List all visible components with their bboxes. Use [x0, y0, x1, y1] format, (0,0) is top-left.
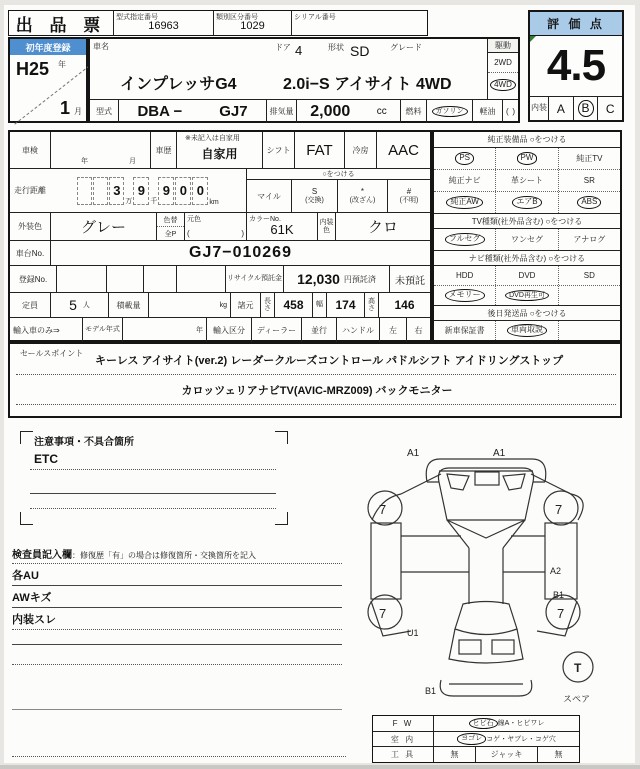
- history-note: ※未記入は自家用: [185, 135, 240, 142]
- s-note: (交換): [305, 196, 324, 204]
- front-window-center: [475, 472, 499, 485]
- rear-bumper-outline: [440, 680, 532, 696]
- ship-warranty: 新車保証書: [444, 326, 485, 335]
- drive-label: 駆動: [488, 39, 518, 53]
- grade-c: C: [597, 97, 622, 120]
- sales-point-label: セールスポイント: [20, 349, 84, 358]
- original-color-open: (: [187, 229, 190, 238]
- top-header-strip: [8, 10, 428, 36]
- wheel-grade: 7: [379, 606, 387, 621]
- room-dirt-circled: ヨゴレ: [457, 733, 486, 744]
- shift-label: シフト: [262, 132, 294, 168]
- history-value: 自家用: [201, 147, 238, 161]
- tool-label: 工 具: [390, 750, 416, 760]
- navi-memory-circled: メモリー: [445, 289, 485, 301]
- fw-options: 線A・ヒビワレ: [497, 720, 545, 728]
- first-registration-box: [8, 37, 88, 123]
- inspector-rule: [12, 585, 342, 586]
- not-deposited-label: 未預託: [389, 266, 430, 292]
- notes-title: 注意事項・不具合箇所: [34, 437, 134, 448]
- model-designation-label: 型式指定番号: [116, 14, 158, 21]
- interior-grade-label: 内装: [531, 103, 547, 113]
- exterior-value: グレー: [50, 213, 156, 240]
- damage-code-a2: A2: [550, 566, 562, 576]
- bracket-corner: [275, 512, 288, 525]
- wheel-grade: 7: [379, 502, 387, 517]
- mileage-digit: 9: [158, 177, 174, 205]
- class-division-label: 類別区分番号: [216, 14, 258, 21]
- tv-analog: アナログ: [558, 229, 620, 250]
- navi-dvd: DVD: [495, 266, 557, 285]
- height-value: 146: [378, 293, 430, 317]
- s-option: S: [311, 187, 318, 197]
- import-year-unit: 年: [122, 318, 206, 342]
- roof-side-lines: [469, 548, 503, 604]
- form-title: 出 品 票: [15, 15, 107, 35]
- tv-fullseg-circled: フルセグ: [445, 233, 485, 245]
- equip-pw-circled: PW: [517, 152, 538, 164]
- navi-sd: SD: [558, 266, 620, 285]
- vehicle-grade-value: 2.0i−S アイサイト 4WD: [283, 76, 452, 93]
- inspection-year-unit: 年: [81, 158, 88, 165]
- class-division-value: 1029: [240, 20, 265, 32]
- scan-edge: [0, 765, 640, 769]
- bracket-corner: [275, 431, 288, 444]
- body-front-lines: [447, 520, 525, 548]
- load-unit: kg: [148, 293, 230, 317]
- room-label: 室 内: [390, 734, 416, 744]
- history-label: 車歴: [150, 132, 176, 168]
- inspector-rule: [12, 607, 342, 608]
- equip-airbag-circled: エアB: [512, 196, 541, 208]
- spec-label: 諸元: [230, 293, 260, 317]
- spare-label: スペア: [563, 694, 591, 704]
- hash-option: #: [406, 187, 412, 197]
- wheel-grade: 7: [555, 502, 563, 517]
- ship-empty-cell: [558, 321, 620, 340]
- first-reg-year-unit: 年: [58, 60, 66, 69]
- notes-line1: ETC: [34, 452, 58, 466]
- inspection-month-unit: 月: [129, 158, 136, 165]
- dealer-option: ディーラー: [251, 318, 301, 342]
- vehicle-name-value: インプレッサG4: [120, 76, 237, 93]
- displacement-value: 2,000: [310, 102, 351, 120]
- chassis-value: GJ7−010269: [50, 241, 430, 265]
- asterisk-note: (改ざん): [349, 196, 376, 204]
- score-panel: [528, 10, 624, 122]
- km-unit: km: [209, 199, 219, 206]
- inspector-rule: [12, 563, 342, 564]
- shape-value: SD: [350, 43, 370, 59]
- inspection-row: [10, 132, 430, 168]
- fuel-other-open: (: [506, 107, 509, 116]
- first-reg-month: 1: [59, 98, 70, 118]
- original-color-close: ): [241, 229, 244, 238]
- equipment-panel: [432, 130, 622, 342]
- import-row: [10, 317, 430, 342]
- displacement-unit: cc: [376, 106, 387, 117]
- inspector-rule: [12, 644, 342, 645]
- navi-empty-cell: [558, 286, 620, 305]
- all-paint-label: 全P: [164, 230, 177, 238]
- front-bumper-detail: [427, 471, 545, 482]
- main-table: [8, 130, 432, 342]
- grade-b-selected: B: [578, 100, 594, 118]
- damage-code-u1: U1: [407, 628, 419, 638]
- equipment-header-1: 純正装備品 ○をつける: [487, 135, 567, 144]
- fw-label: F W: [392, 718, 414, 728]
- capacity-unit: 人: [82, 302, 90, 309]
- cabin-outline: [438, 468, 533, 520]
- original-color-label: 元色: [187, 216, 201, 223]
- width-value: 174: [326, 293, 364, 317]
- inspector-title: 検査員記入欄: [12, 550, 72, 561]
- navi-dvd-play-circled: DVD再生可: [505, 290, 549, 301]
- import-class-label: 輸入区分: [206, 318, 251, 342]
- fw-dirt-circled: ヒビ石: [469, 718, 498, 729]
- model-value: GJ7: [219, 103, 248, 120]
- interior-color-value: クロ: [335, 213, 430, 240]
- asterisk-option: *: [360, 187, 365, 197]
- sales-point-line1: キーレス アイサイト(ver.2) レーダークルーズコントロール パドルシフト アイドリングストップ: [95, 355, 564, 367]
- displacement-label: 排気量: [266, 100, 296, 123]
- model-prefix: DBA −: [137, 103, 183, 120]
- tv-oneseg: ワンセグ: [495, 229, 557, 250]
- drive-column: [487, 39, 518, 99]
- registration-cell: [143, 266, 176, 292]
- bracket-corner: [20, 431, 33, 444]
- equip-leather-seat: 革シート: [495, 170, 557, 191]
- taillight-left: [459, 640, 481, 654]
- first-reg-year: H25: [16, 59, 50, 79]
- left-door-strip: [371, 523, 401, 599]
- fuel-diesel: 軽油: [472, 100, 502, 123]
- model-designation-value: 16963: [148, 20, 179, 32]
- hash-note: (不明): [399, 196, 419, 204]
- door-label: ドア: [275, 43, 291, 52]
- chassis-row: [10, 240, 430, 265]
- equipment-header-4: 後日発送品 ○をつける: [434, 305, 620, 320]
- spare-mark: T: [574, 661, 582, 675]
- score-value: 4.5: [546, 41, 606, 90]
- equip-sunroof: SR: [558, 170, 620, 191]
- inspector-rule: [12, 664, 342, 665]
- sales-point-rule: [16, 404, 616, 405]
- height-label: 高さ: [364, 293, 378, 317]
- ac-value: AAC: [376, 132, 430, 168]
- equip-genuine-navi: 純正ナビ: [448, 176, 481, 185]
- tool-none-2: 無: [537, 747, 579, 762]
- mileage-digit: 0: [192, 177, 208, 205]
- notes-rule: [30, 493, 276, 494]
- inspector-box: [12, 546, 346, 756]
- circle-note: ○をつける: [247, 169, 430, 180]
- mileage-digit: [77, 177, 92, 205]
- first-reg-month-unit: 月: [74, 107, 82, 116]
- load-label: 積載量: [108, 293, 148, 317]
- handle-right: 右: [406, 318, 430, 342]
- mileage-digit: 3: [109, 177, 124, 205]
- recycle-label: リサイクル預託金: [225, 266, 283, 292]
- inspector-entry: 各AU: [12, 570, 39, 582]
- grade-a: A: [548, 97, 573, 120]
- ship-manual-circled: 車両取説: [507, 324, 547, 336]
- inspector-rule: [12, 709, 342, 710]
- notes-box: [20, 431, 288, 525]
- recycle-value: 12,030: [297, 271, 340, 287]
- vehicle-box: [88, 37, 520, 123]
- vehicle-name-label: 車名: [93, 42, 109, 51]
- registration-cell: [176, 266, 225, 292]
- drive-2wd: 2WD: [488, 53, 518, 73]
- equip-aw-circled: 純正AW: [446, 196, 483, 208]
- navi-hdd: HDD: [455, 271, 474, 280]
- rear-fender-lines: [371, 601, 577, 636]
- mile-option: マイル: [257, 191, 281, 201]
- front-window-right: [503, 474, 525, 490]
- registration-cell: [106, 266, 143, 292]
- notes-rule: [30, 508, 276, 509]
- model-label: 型式: [96, 107, 112, 116]
- exterior-label: 外装色: [18, 222, 42, 231]
- registration-row: [10, 265, 430, 292]
- capacity-row: [10, 292, 430, 317]
- front-window-left: [447, 474, 469, 490]
- parallel-option: 並行: [301, 318, 336, 342]
- inspector-entry: 内装スレ: [12, 614, 56, 626]
- fuel-gasoline-selected: ガソリン: [432, 106, 468, 117]
- inspector-rule: [12, 629, 342, 630]
- handle-left: 左: [379, 318, 406, 342]
- score-header: 評 価 点: [530, 12, 622, 36]
- shape-label: 形状: [328, 43, 344, 52]
- mileage-label: 走行距離: [14, 186, 46, 195]
- length-value: 458: [274, 293, 312, 317]
- sales-point-rule: [16, 374, 616, 375]
- capacity-label: 定員: [22, 300, 38, 310]
- first-registration-header: 初年度登録: [10, 39, 86, 55]
- mileage-digit: 0: [175, 177, 191, 205]
- glass-tool-table: [372, 715, 580, 763]
- notes-rule: [30, 469, 276, 470]
- car-damage-diagram: [345, 424, 635, 716]
- taillight-right: [492, 640, 514, 654]
- registration-cell: [56, 266, 106, 292]
- door-value: 4: [295, 43, 303, 58]
- import-label: 輸入車のみ⇒: [13, 325, 60, 335]
- inspection-label: 車検: [22, 145, 38, 155]
- damage-code-a1-left: A1: [407, 448, 420, 459]
- damage-code-a1-right: A1: [493, 448, 506, 459]
- mileage-row: [10, 168, 430, 212]
- inspector-entry: AWキズ: [12, 592, 52, 604]
- ac-label: 冷房: [344, 132, 376, 168]
- equip-genuine-tv: 純正TV: [558, 148, 620, 169]
- man-unit: 万: [125, 198, 133, 205]
- bracket-corner: [20, 512, 33, 525]
- equipment-header-3: ナビ種類(社外品含む) ○をつける: [434, 250, 620, 265]
- corner-marker: [530, 36, 536, 42]
- right-door-strip: [545, 523, 577, 599]
- serial-label: シリアル番号: [294, 14, 336, 21]
- tool-jack: ジャッキ: [475, 747, 537, 762]
- exterior-row: [10, 212, 430, 240]
- length-label: 長さ: [260, 293, 274, 317]
- sales-point-box: [8, 342, 622, 418]
- damage-code-b1-bottom: B1: [425, 686, 437, 696]
- registration-label: 登録No.: [18, 274, 48, 284]
- tool-none-1: 無: [433, 747, 475, 762]
- model-year-label: モデル年式: [82, 318, 122, 342]
- fender-lines: [372, 494, 583, 520]
- rear-window: [455, 602, 517, 635]
- drive-4wd-selected: 4WD: [490, 79, 516, 91]
- width-label: 幅: [312, 293, 326, 317]
- door-connect-lines: [401, 536, 545, 572]
- equipment-header-2: TV種類(社外品含む) ○をつける: [434, 213, 620, 228]
- equip-abs-circled: ABS: [577, 196, 601, 208]
- chassis-label: 車台No.: [15, 248, 45, 258]
- interior-color-label: 内装色: [317, 213, 335, 240]
- mileage-digit: 9: [133, 177, 149, 205]
- color-no-value: 61K: [270, 222, 294, 237]
- capacity-value: 5: [69, 297, 77, 313]
- wheel-grade: 7: [557, 606, 565, 621]
- equip-ps-circled: PS: [455, 152, 474, 164]
- damage-code-b1-right: B1: [553, 590, 565, 600]
- inspector-title-note: ：修復歴「有」の場合は修復箇所・交換箇所を記入: [72, 551, 256, 560]
- grade-label: グレード: [390, 43, 422, 52]
- inspector-rule: [12, 756, 346, 757]
- room-options: コゲ・ヤブレ・コゲ穴: [486, 736, 556, 743]
- fuel-label: 燃料: [400, 100, 426, 123]
- handle-label: ハンドル: [336, 318, 379, 342]
- recolor-label: 色替: [157, 213, 184, 227]
- shift-value: FAT: [294, 132, 344, 168]
- mileage-digit: [93, 177, 108, 205]
- recycle-unit: 円預託済: [343, 274, 376, 284]
- sales-point-line2: カロッツェリアナビTV(AVIC-MRZ009) バックモニター: [181, 385, 453, 397]
- sen-unit: 千: [150, 198, 158, 205]
- color-no-label: カラーNo.: [249, 216, 281, 223]
- fuel-other-close: ): [512, 107, 515, 116]
